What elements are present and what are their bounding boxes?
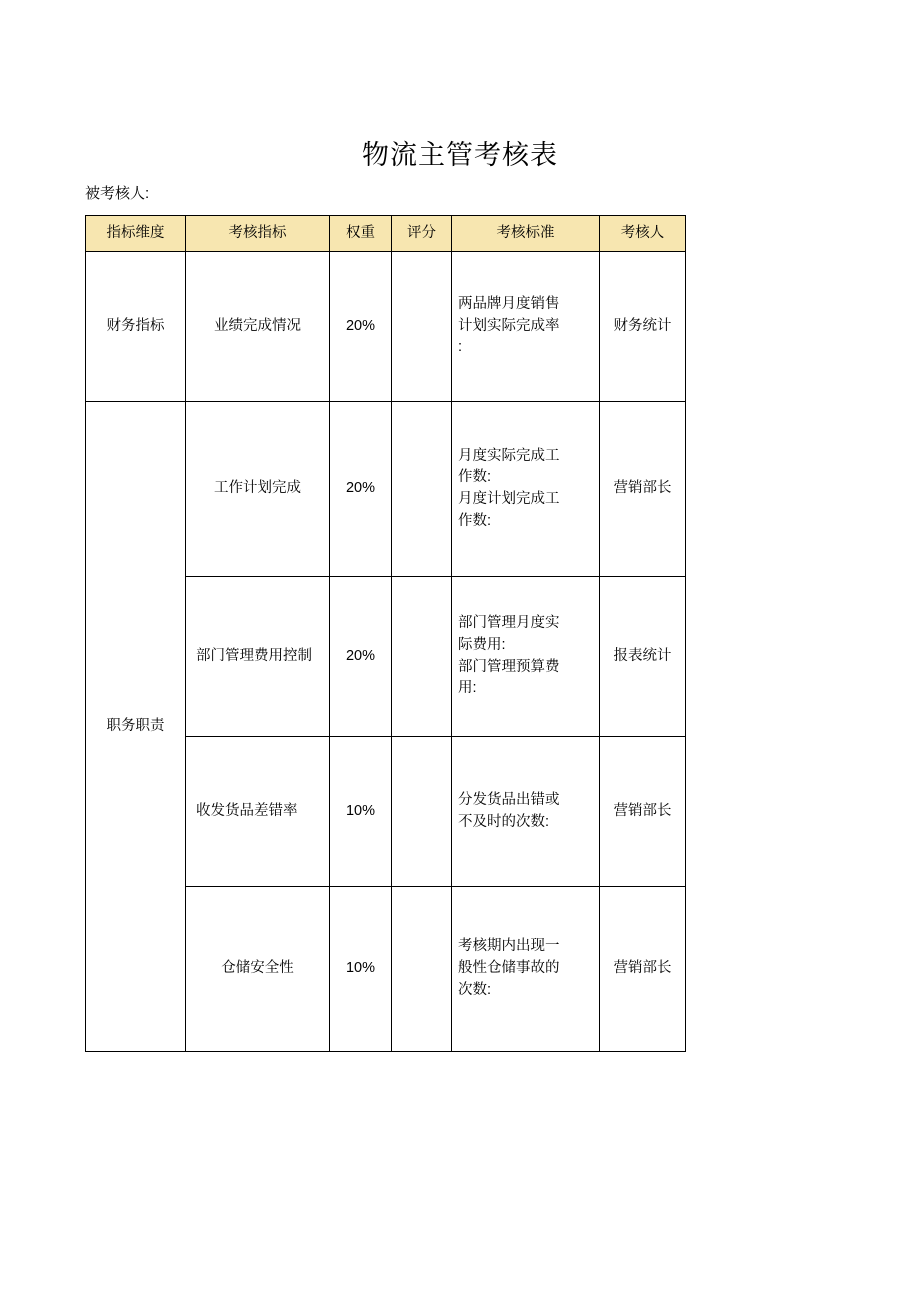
column-header-assessor: 考核人 [600,216,686,252]
cell-assessor-costcontrol: 报表统计 [600,577,686,737]
standard-line: 般性仓储事故的 [458,960,560,977]
cell-standard-storagesafety [452,887,600,1052]
cell-standard-performance [452,252,600,402]
cell-standard-errorrate [452,737,600,887]
cell-assessor-workplan: 营销部长 [600,402,686,577]
cell-assessor-performance: 财务统计 [600,252,686,402]
standard-line: 两品牌月度销售 [458,295,560,312]
standard-line: 用: [458,680,477,697]
cell-assessor-errorrate: 营销部长 [600,737,686,887]
cell-indicator-performance: 业绩完成情况 [186,252,330,402]
page-title: 物流主管考核表 [362,140,558,170]
cell-indicator-workplan: 工作计划完成 [186,402,330,577]
standard-line: 不及时的次数: [458,813,550,830]
cell-weight-workplan: 20% [330,402,392,577]
standard-line: 际费用: [458,636,506,653]
standard-line: 考核期内出现一 [458,938,560,955]
column-header-score: 评分 [392,216,452,252]
standard-line: 部门管理预算费 [458,658,560,675]
column-header-dimension: 指标维度 [86,216,186,252]
cell-weight-costcontrol: 20% [330,577,392,737]
cell-dimension-duty: 职务职责 [86,402,186,1052]
cell-weight-errorrate: 10% [330,737,392,887]
table-row [86,252,686,402]
cell-indicator-storagesafety: 仓储安全性 [186,887,330,1052]
standard-line: 次数: [458,981,492,998]
standard-line: 部门管理月度实 [458,615,560,631]
standard-line: 作数: [458,512,492,529]
cell-standard-workplan [452,402,600,577]
standard-line: : [458,339,463,356]
standard-line: 作数: [458,469,492,486]
standard-line: 计划实际完成率 [458,317,560,334]
cell-weight-storagesafety: 10% [330,887,392,1052]
cell-score-costcontrol[interactable] [392,577,452,737]
cell-standard-costcontrol [452,577,600,737]
cell-dimension-financial: 财务指标 [86,252,186,402]
cell-indicator-errorrate: 收发货品差错率 [186,737,330,887]
assessment-table [85,215,686,1052]
column-header-indicator: 考核指标 [186,216,330,252]
cell-score-performance[interactable] [392,252,452,402]
cell-weight-performance: 20% [330,252,392,402]
cell-indicator-costcontrol: 部门管理费用控制 [186,577,330,737]
cell-assessor-storagesafety: 营销部长 [600,887,686,1052]
column-header-weight: 权重 [330,216,392,252]
table-header-row [86,216,686,252]
table-row [86,402,686,577]
cell-score-workplan[interactable] [392,402,452,577]
cell-score-errorrate[interactable] [392,737,452,887]
subject-label: 被考核人: [85,185,150,202]
standard-line: 月度实际完成工 [458,447,560,464]
standard-line: 月度计划完成工 [458,491,560,507]
standard-line: 分发货品出错或 [458,791,560,808]
column-header-standard: 考核标准 [452,216,600,252]
cell-score-storagesafety[interactable] [392,887,452,1052]
